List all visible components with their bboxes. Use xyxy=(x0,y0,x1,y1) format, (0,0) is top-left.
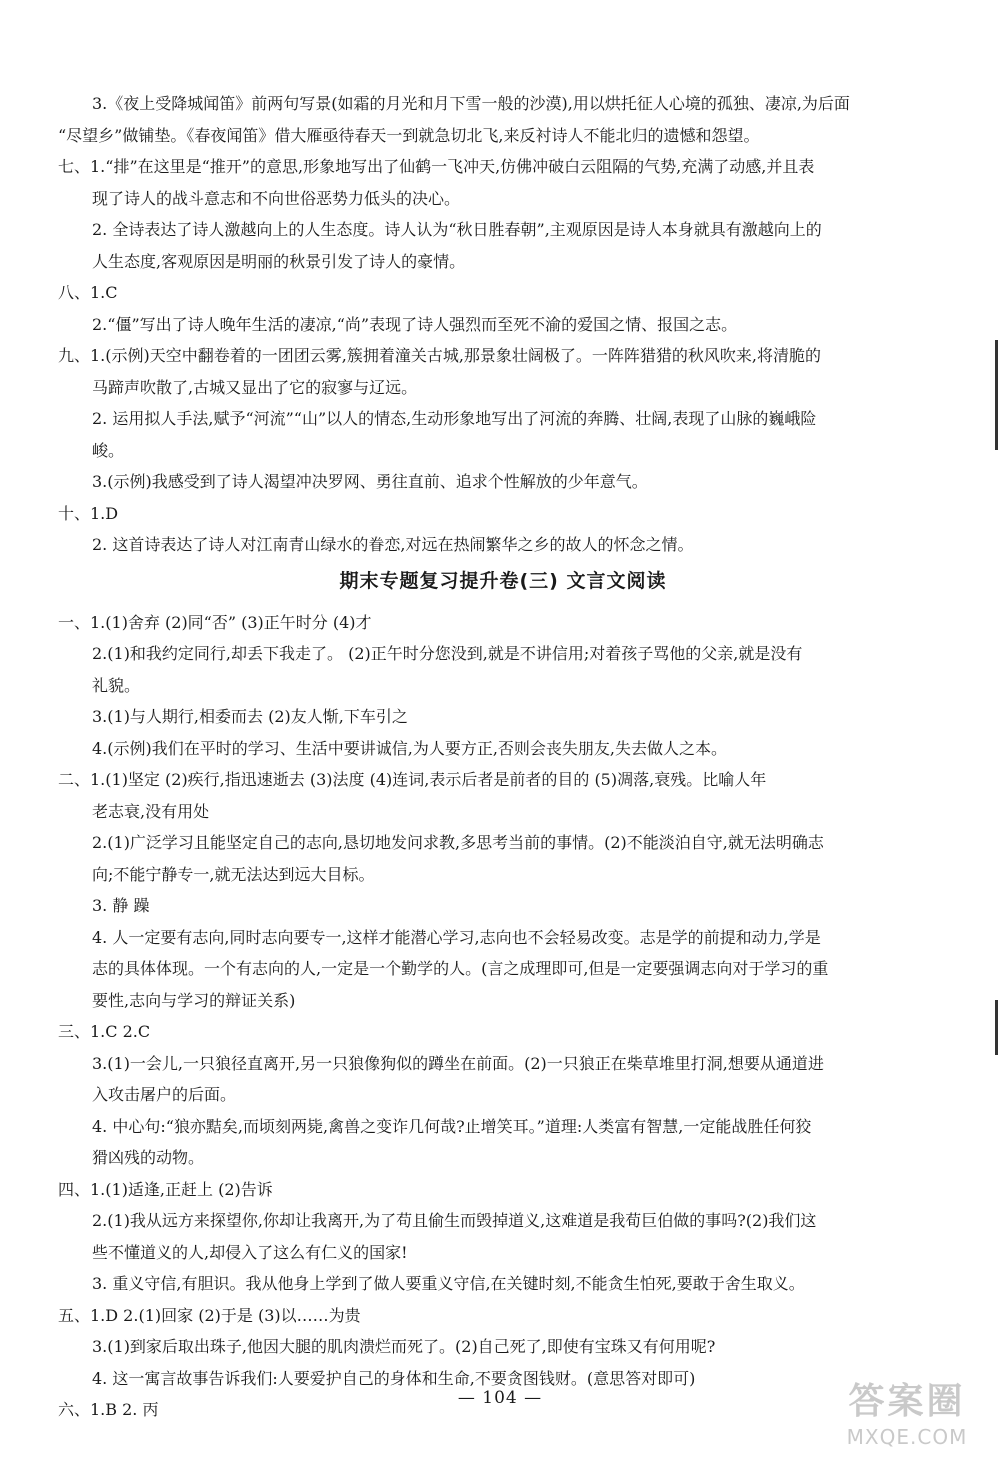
answer-line: 五、1.D 2.(1)回家 (2)于是 (3)以……为贵 xyxy=(58,1305,361,1325)
answer-line: 峻。 xyxy=(92,440,125,460)
answer-line: 3.(1)与人期行,相委而去 (2)友人惭,下车引之 xyxy=(92,707,408,726)
answer-line: 2.(1)我从远方来探望你,你却让我离开,为了苟且偷生而毁掉道义,这难道是我荀巨伯做的事吗?(2)我们这 xyxy=(92,1211,817,1230)
answer-line: 2.“僵”写出了诗人晚年生活的凄凉,“尚”表现了诗人强烈而至死不渝的爱国之情、报国之志。 xyxy=(92,314,738,334)
answer-line: 2. 运用拟人手法,赋予“河流”“山”以人的情态,生动形象地写出了河流的奔腾、壮阔,表现了山脉的巍峨险 xyxy=(92,409,817,428)
section-title: 期末专题复习提升卷(三) 文言文阅读 xyxy=(339,569,667,592)
answer-line: 老志衰,没有用处 xyxy=(92,801,210,821)
answer-line: 3.(1)到家后取出珠子,他因大腿的肌肉溃烂而死了。(2)自己死了,即使有宝珠又有何用呢? xyxy=(92,1337,716,1356)
answer-line: 2. 这首诗表达了诗人对江南青山绿水的眷恋,对远在热闹繁华之乡的故人的怀念之情。 xyxy=(92,535,694,554)
answer-line: 4. 这一寓言故事告诉我们:人要爱护自己的身体和生命,不要贪图钱财。(意思答对即可) xyxy=(92,1368,696,1388)
answer-line: 4.(示例)我们在平时的学习、生活中要讲诚信,为人要方正,否则会丧失朋友,失去做人之本。 xyxy=(92,738,728,758)
scan-edge-mark xyxy=(995,340,998,450)
answer-line: 3.(示例)我感受到了诗人渴望冲决罗网、勇往直前、追求个性解放的少年意气。 xyxy=(92,472,648,491)
page-number: — 104 — xyxy=(457,1388,543,1408)
answer-line: 些不懂道义的人,却侵入了这么有仁义的国家! xyxy=(92,1242,408,1262)
answer-line: 六、1.B 2. 丙 xyxy=(58,1400,159,1419)
answer-line: 现了诗人的战斗意志和不向世俗恶势力低头的决心。 xyxy=(92,188,461,208)
answer-line: 4. 中心句:“狼亦黠矣,而顷刻两毙,禽兽之变诈几何哉?止增笑耳。”道理:人类富有智慧,一定能战胜任何狡 xyxy=(92,1116,812,1136)
answer-line: 三、1.C 2.C xyxy=(58,1022,151,1041)
answer-line: 七、1.“排”在这里是“推开”的意思,形象地写出了仙鹤一飞冲天,仿佛冲破白云阻隔的气势,充满了动感,并且表 xyxy=(58,157,815,176)
scan-edge-mark xyxy=(995,1000,998,1055)
answer-line: 马蹄声吹散了,古城又显出了它的寂寥与辽远。 xyxy=(92,377,418,397)
answer-line: 八、1.C xyxy=(58,283,118,302)
answer-line: 十、1.D xyxy=(58,503,119,523)
answer-line: “尽望乡”做铺垫。《春夜闻笛》借大雁亟待春天一到就急切北飞,来反衬诗人不能北归的遗憾和怨望。 xyxy=(58,125,760,145)
answer-line: 一、1.(1)舍弃 (2)同“否” (3)正午时分 (4)才 xyxy=(58,612,372,632)
answer-line: 志的具体体现。一个有志向的人,一定是一个勤学的人。(言之成理即可,但是一定要强调志向对于学习的重 xyxy=(92,959,829,978)
answer-line: 3. 静 躁 xyxy=(92,896,150,915)
answer-line: 入攻击屠户的后面。 xyxy=(92,1085,237,1104)
answer-line: 2.(1)和我约定同行,却丢下我走了。 (2)正午时分您没到,就是不讲信用;对着孩子骂他的父亲,就是没有 xyxy=(92,644,803,663)
answer-line: 3.(1)一会儿,一只狼径直离开,另一只狼像狗似的蹲坐在前面。(2)一只狼正在柴草堆里打洞,想要从通道进 xyxy=(92,1053,824,1073)
answer-line: 3.《夜上受降城闻笛》前两句写景(如霜的月光和月下雪一般的沙漠),用以烘托征人心境的孤独、凄凉,为后面 xyxy=(92,94,850,113)
watermark-url: MXQE.COM xyxy=(846,1425,968,1449)
answer-line: 2. 全诗表达了诗人激越向上的人生态度。诗人认为“秋日胜春朝”,主观原因是诗人本身就具有激越向上的 xyxy=(92,220,822,239)
answer-line: 猾凶残的动物。 xyxy=(92,1148,205,1167)
answer-line: 二、1.(1)坚定 (2)疾行,指迅速逝去 (3)法度 (4)连词,表示后者是前者的目的 (5)凋落,衰残。比喻人年 xyxy=(58,770,767,789)
answer-block-classical-chinese xyxy=(58,607,948,1426)
answer-line: 4. 人一定要有志向,同时志向要专一,这样才能潜心学习,志向也不会轻易改变。志是学的前提和动力,学是 xyxy=(92,927,821,947)
answer-line: 2.(1)广泛学习且能坚定自己的志向,恳切地发问求教,多思考当前的事情。(2)不能淡泊自守,就无法明确志 xyxy=(92,833,824,852)
page-content xyxy=(58,88,948,1426)
answer-line: 人生态度,客观原因是明丽的秋景引发了诗人的豪情。 xyxy=(92,251,466,271)
watermark-logo xyxy=(822,1380,992,1458)
watermark-title: 答案圈 xyxy=(848,1381,966,1422)
answer-line: 向;不能宁静专一,就无法达到远大目标。 xyxy=(92,864,375,884)
answer-line: 四、1.(1)适逢,正赶上 (2)告诉 xyxy=(58,1179,273,1199)
answer-line: 九、1.(示例)天空中翻卷着的一团团云雾,簇拥着潼关古城,那景象壮阔极了。一阵阵猎猎的秋风吹来,将清脆的 xyxy=(58,346,822,365)
answer-block-poetry xyxy=(58,88,948,561)
answer-line: 要性,志向与学习的辩证关系) xyxy=(92,990,296,1010)
answer-line: 3. 重义守信,有胆识。我从他身上学到了做人要重义守信,在关键时刻,不能贪生怕死,要敢于舍生取义。 xyxy=(92,1274,805,1293)
answer-line: 礼貌。 xyxy=(92,675,141,695)
